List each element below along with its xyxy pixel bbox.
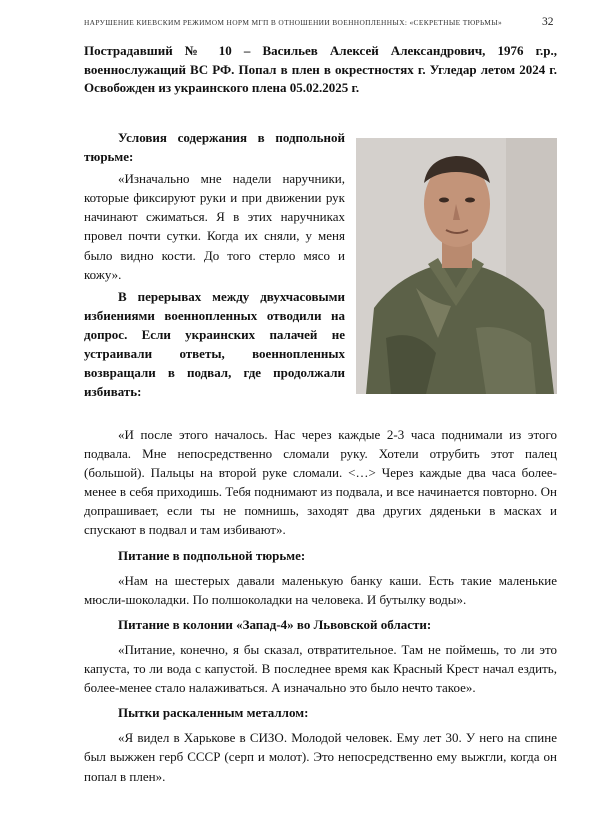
left-column	[84, 128, 345, 401]
victim-photo	[356, 138, 557, 394]
full-width-column	[84, 425, 557, 786]
victim-intro: Пострадавший № 10 – Васильев Алексей Александрович, 1976 г.р., военнослужащий ВС РФ. Попал в плен в окрестностях г. Угледар летом 2024 г. Освобожден из украинского плена 05.02.2025 г.	[84, 43, 557, 95]
section-heading: Условия содержания в подпольной тюрьме:	[84, 130, 345, 165]
section-heading: Питание в подпольной тюрьме:	[118, 547, 306, 563]
testimony-quote: «Нам на шестерых давали маленькую банку каши. Есть такие маленькие мюсли-шоколадки. По полшоколадки на человека. И бутылку воды».	[84, 572, 557, 607]
section-heading: Питание в колонии «Запад-4» во Львовской области:	[118, 616, 432, 632]
testimony-quote: «Питание, конечно, я бы сказал, отвратительное. Там не поймешь, то ли это капуста, то ли вода с капустой. В последнее время как Красный Крест начал ездить, более-менее стало налаживаться. А изначально это было нечто такое».	[84, 641, 557, 696]
page-number: 32	[542, 16, 554, 28]
running-header: НАРУШЕНИЕ КИЕВСКИМ РЕЖИМОМ НОРМ МГП В ОТНОШЕНИИ ВОЕННОПЛЕННЫХ: «СЕКРЕТНЫЕ ТЮРЬМЫ»	[84, 18, 503, 27]
testimony-quote: «Изначально мне надели наручники, которые фиксируют руки и при движении рук начинают сжиматься. Я в этих наручниках провел почти сутки. Когда их сняли, у меня было видно кости. До того стерло мясо и кожу».	[84, 171, 345, 282]
section-heading: В перерывах между двухчасовыми избиениями военнопленных отводили на допрос. Если украинских палачей не устраивали ответы, военнопленных возвращали в подвал, где продолжали избивать:	[84, 288, 345, 400]
testimony-quote: «И после этого началось. Нас через каждые 2-3 часа поднимали из этого подвала. Мне непосредственно сломали руку. Хотели отрубить этот палец (большой). Пальцы на второй руке сломали. <…> Через каждые два часа более-менее в себя приходишь. Тебя поднимают из подвала, и все начинается повторно. Он допрашивает, если ты не помнишь, заходят два других дяденьки в масках и спускают в подвал и там избивают».	[84, 427, 557, 538]
testimony-quote: «Я видел в Харькове в СИЗО. Молодой человек. Ему лет 30. У него на спине был выжжен герб СССР (серп и молот). Это непосредственно ему выжгли, когда он попал в плен».	[84, 730, 557, 784]
section-heading: Пытки раскаленным металлом:	[118, 705, 309, 721]
